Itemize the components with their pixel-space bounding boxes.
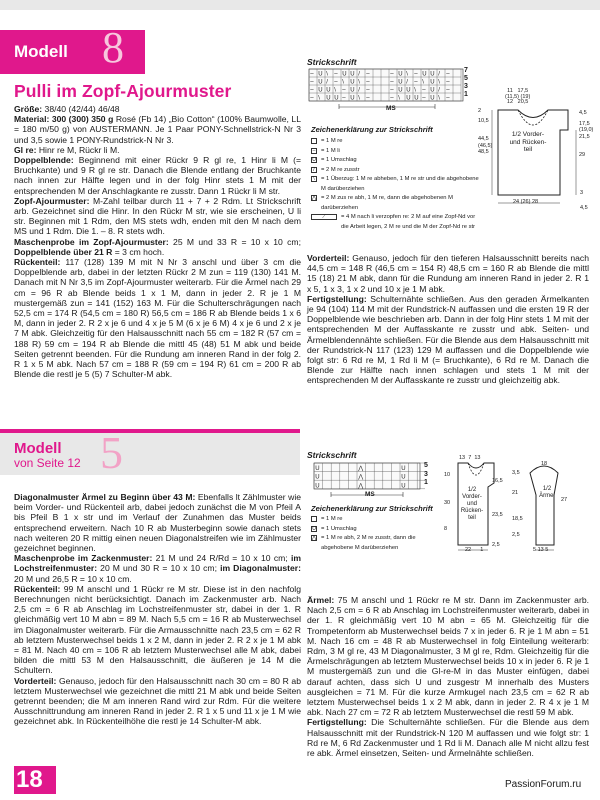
svg-text:–: –	[334, 79, 338, 86]
front-text: Genauso, jedoch für den tieferen Halsausschnitt bereits nach 44,5 cm = 148 R (46,5 cm = 154 R) 48,5 cm = 160 R ab Blende die mittl 15 (18) 21 M abk, dann für die Rundung am inneren Rand in jeder 2. R 1 x 5, 1 x 3, 1 x 2 und 10 x je 1 M abk.	[307, 253, 589, 294]
svg-text:\: \	[414, 87, 416, 94]
chart2-title: Strickschrift	[307, 450, 357, 460]
finishing2-label: Fertigstellung:	[307, 717, 367, 728]
svg-text:⋀: ⋀	[358, 466, 364, 473]
svg-text:U: U	[315, 466, 320, 473]
legend1-title: Zeichenerklärung zur Strickschrift	[311, 125, 433, 134]
svg-text:–: –	[446, 79, 450, 86]
model-number: 8	[102, 23, 124, 72]
zopf-label: Zopf-Ajourmuster:	[14, 195, 90, 206]
svg-text:⋀: ⋀	[358, 474, 364, 481]
schema1-left-values	[478, 108, 492, 156]
legend-text: = 1 M re	[321, 138, 343, 144]
finishing-text: Schulternähte schließen. Aus den geraden Ärmelkanten je 94 (104) 114 M mit der Rundstrick-N auffassen und die ersten 19 R der Doppelblende wie beschrieben arb. Dann in der folg Hinr stets 1 M mit der entsprechenden M der Auffasskante re zusstr und abk. Seiten- und Ärmelblendennähte schließen. Für die Blende aus dem Halsausschnitt mit der Rundstrick-N 117 (123) 129 M auffassen und die Doppelblende wie folgt str: 6 Rd re M, 1 Rd li M (= Bruchkante), 6 Rd re M. Danach die Blende zur Hälfte nach innen schlagen und stets 1 M mit der entsprechenden M der Auffasskante re zusstr und gleichzeitig abk.	[307, 293, 589, 386]
schema1-val: 44,5	[478, 136, 489, 142]
legend-symbol	[311, 138, 317, 144]
svg-text:–: –	[366, 87, 370, 94]
front-label: Vorderteil:	[307, 253, 350, 263]
svg-text:/: /	[406, 79, 408, 86]
legend-text: = 1 Umschlag	[321, 525, 357, 532]
model2-header-accent	[0, 429, 300, 433]
svg-text:\: \	[358, 79, 360, 86]
svg-text:–: –	[446, 95, 450, 102]
svg-text:U: U	[318, 87, 323, 94]
svg-text:–: –	[334, 71, 338, 78]
schema2-val: 13	[474, 455, 481, 461]
material-text: Rosé (Fb 14) „Bio Cotton“ (100% Baumwolle, LL = 180 m/50 g) von AUSTERMANN. Je 1 Paar PONY-Schnellstrick-N Nr 3 und 3,5 sowie 1 PONY-Rundstrick-N Nr 3.	[14, 114, 301, 145]
schema2-sleeve-left	[512, 470, 523, 538]
schema1-val: 11	[507, 88, 513, 94]
back-label: Rückenteil:	[14, 257, 61, 268]
svg-text:–: –	[390, 79, 394, 86]
svg-text:–: –	[310, 79, 314, 86]
svg-text:–: –	[446, 71, 450, 78]
schema1-val: 10,5	[478, 117, 489, 124]
chart1-row-1: 1	[464, 91, 468, 98]
legend-symbol	[311, 516, 317, 522]
svg-text:/: /	[358, 71, 360, 78]
legend1-item	[311, 156, 481, 166]
chart2-row-numbers	[424, 462, 428, 488]
chart2-ms: MS	[365, 491, 375, 498]
gauge-label: Maschenprobe im Zopf-Ajourmuster:	[14, 236, 169, 247]
legend-text: = 1 M re abh, 2 M re zusstr, dann die abgehobene M darüberziehen	[321, 535, 416, 551]
schema1-val: (46,5)	[478, 142, 493, 149]
schema2-val: 2,5	[492, 542, 500, 548]
schema2-val: 21	[512, 490, 519, 496]
legend1-item	[311, 137, 481, 147]
schema1-val: 17,5	[517, 88, 529, 94]
schema2-val: 2,5	[512, 532, 520, 538]
legend-symbol: /	[311, 167, 317, 173]
back2-text: 99 M anschl und 1 Rückr re M str. Diese ist in den nachfolg Berechnungen nicht berücksichtigt. Danach im Zackenmuster arb. Nach 2,5 cm = 6 R ab Anschlag im Lochstreifenmuster str, dabei in der 1. R gleichmäßig vert 10 M abn = 89 M. Nach 5,5 cm = 16 R ab Musterwechsel im Diagonalmuster weiterarb. Für die Armausschnitte nach 23,5 cm = 62 R ab letztem Musterwechsel beids 1 x 2 M, dann in jeder 2. R 2 x je 1 M abk = 81 M. Nach 40 cm = 106 R ab letztem Musterwechsel alle M abk, dabei bilden die mittl 53 M den Halsausschnitt, die äußeren je 14 M die Schultern.	[14, 583, 301, 676]
front2-text: Genauso, jedoch für den Halsausschnitt nach 30 cm = 80 R ab letztem Musterwechsel wie gezeichnet die mittl 21 M abk und beide Seiten getrennt beenden; die M am inneren Rand wird zur Rdm. Für die weitere Ausschnittrundung am inneren Rand in jeder 2. R 1 x 5 und 11 x je 1 M wie gezeichnet abk. In Rückenteilhöhe die restl je 14 Schulter-M abk.	[14, 675, 301, 727]
chart1-title: Strickschrift	[307, 57, 357, 67]
svg-text:–: –	[310, 95, 314, 102]
svg-text:U: U	[401, 474, 406, 481]
schema2-val: 30	[444, 500, 451, 506]
gauge2-text: 21 M und 24 R/Rd = 10 x 10 cm;	[152, 553, 288, 564]
svg-text:U: U	[430, 71, 435, 78]
svg-text:U: U	[350, 87, 355, 94]
size-label: Größe:	[14, 104, 43, 114]
schema1-val: (11,5)	[505, 93, 519, 100]
legend2-title: Zeichenerklärung zur Strickschrift	[311, 504, 433, 513]
legend-symbol: ⋀	[312, 535, 317, 541]
svg-text:–: –	[446, 87, 450, 94]
svg-text:/: /	[438, 87, 440, 94]
chart1-row-7: 7	[464, 67, 468, 74]
legend2-item	[311, 525, 446, 535]
schema2-sleeve-label: 1/2 Ärmel	[539, 486, 555, 499]
chart1-row-numbers	[464, 67, 468, 99]
page-number: 18	[16, 766, 43, 793]
svg-text:U: U	[315, 483, 320, 490]
gauge2-label: Maschenprobe im Zackenmuster:	[14, 553, 153, 564]
legend2	[311, 515, 446, 553]
svg-text:–: –	[366, 95, 370, 102]
schema1-val: 24	[513, 199, 520, 205]
back-text: 117 (128) 139 M mit N Nr 3 anschl und über 3 cm die Doppelblende arb, dabei in der letzten Rückr 2 M zun = 119 (130) 141 M. Danach mit N Nr 3,5 im Zopf-Ajourmuster weiterarb. Für die Ärmel nach 29 cm = 96 R ab Blende beids 1 x 1 M, dann in jeder 2. R je 1 M mustergemäß zun = 141 (152) 163 M. Für die Schulterschrägungen nach 52,5 cm = 174 R (54,5 cm = 180 R) 56,5 cm = 186 R ab Blende beids 1 x 6 M, dann in jeder 2. R 2 x je 6 und 4 x je 5 M (6 x je 6 M) 4 x je 6 und 2 x je 7 M abk. Gleichzeitig für den Halsausschnitt nach 55 cm = 182 R (57 cm = 188 R) 59 cm = 194 R ab Blende die mittl 45 (48) 51 M abk und beide Seiten getrennt beenden. Für die Rundung am inneren Rand in der folg 2. R 1 x 5 M abk. Nach 57 cm = 188 R (59 cm = 194 R) 61 cm = 200 R ab Blende die restl je 5 (5) 7 Schulter-M abk.	[14, 257, 301, 380]
schema1-right-values	[579, 110, 593, 159]
schema2-body-bottom	[465, 547, 483, 553]
legend-text: = 1 Überzug: 1 M re abheben, 1 M re str und die abgehobene M darüberziehen	[321, 176, 479, 192]
svg-text:U: U	[350, 71, 355, 78]
legend-symbol: U	[312, 157, 316, 163]
svg-text:–: –	[390, 71, 394, 78]
svg-text:\: \	[326, 71, 328, 78]
schema2-val: 10	[444, 472, 451, 478]
doppel-text: Beginnend mit einer Rückr 9 R gl re, 1 Hinr li M (= Bruchkante) und 9 R gl re str. Danach die Blende entlang der Bruchkante nach innen zur Hälfte legen und in der folg Hinr stets 1 M mit der entsprechenden M der Anschlagkante re zusstr. Dann 1 Rückr li M str.	[14, 155, 301, 196]
schema1-val: 12	[506, 99, 514, 105]
svg-text:\: \	[358, 95, 360, 102]
legend-text: = 2 M zus re abh, 1 M re, dann die abgehobenen M darüberziehen	[321, 195, 453, 211]
legend-symbol: \	[311, 176, 317, 182]
schema2-val: 13	[459, 455, 466, 461]
diag-text: Ebenfalls lt Zählmuster wie beim Vorder- und Rückenteil arb, dabei jedoch zunächst die M von Pfeil A bis Pfeil B 1 x str und im Verlauf der Zunahmen das Muster beids entsprechend erweitern. Nach 10 R ab Musterbeginn sowie danach stets nach weiteren 20 R mittig einen neuen Diagonalstreifen wie im Zählmuster gezeichnet beginnen.	[14, 492, 302, 554]
schema2-val: 3,5	[512, 470, 520, 476]
legend-text: = 1 M re	[321, 516, 343, 522]
schema1-val: 2	[478, 108, 482, 114]
model2-number: 5	[100, 427, 123, 478]
material-label: Material: 300 (300) 350 g	[14, 114, 114, 125]
model2-instructions-continued	[307, 595, 589, 758]
svg-text:U: U	[326, 95, 331, 102]
legend-text: = 2 M re zusstr	[321, 166, 360, 173]
svg-text:U: U	[398, 71, 403, 78]
schema2-val: 18,5	[512, 516, 523, 522]
gauge2-text-2: 20 M und 30 R = 10 x 10 cm;	[97, 563, 217, 574]
svg-text:\: \	[438, 79, 440, 86]
schema2-sleeve-bottom	[533, 547, 548, 553]
gauge2-label-2: im Lochstreifenmuster:	[14, 553, 301, 574]
legend1-item	[311, 175, 481, 194]
svg-text:–: –	[422, 95, 426, 102]
schema1-val: 17,5	[579, 120, 590, 127]
svg-text:/: /	[326, 79, 328, 86]
model2-label: Modell	[14, 440, 62, 457]
schema1-val: 28	[531, 199, 539, 205]
svg-text:–: –	[310, 71, 314, 78]
svg-text:\: \	[398, 95, 400, 102]
chart2-row-1: 1	[424, 479, 428, 486]
schema2-val: 22	[465, 547, 472, 553]
schema1-top-values	[505, 89, 530, 106]
legend-text: = 1 M li	[321, 147, 340, 154]
svg-text:–: –	[366, 71, 370, 78]
legend1-item	[311, 147, 481, 157]
doppel-label: Doppelblende:	[14, 155, 74, 166]
svg-text:U: U	[430, 95, 435, 102]
top-bar	[0, 0, 600, 10]
schema2-val: 23,5	[492, 512, 503, 518]
chart2-row-5: 5	[424, 462, 428, 469]
svg-text:U: U	[318, 79, 323, 86]
schema1-val: 4,5	[579, 110, 587, 116]
svg-text:U: U	[406, 95, 411, 102]
schema2-body-right	[492, 478, 503, 548]
model2-instructions	[14, 492, 301, 727]
legend-symbol: –	[312, 147, 316, 154]
schema1-val: 3	[580, 190, 584, 196]
svg-text:/: /	[358, 87, 360, 94]
schema1-val: 4,5	[580, 205, 588, 211]
schema2-val: 5	[533, 547, 537, 553]
svg-text:⋀: ⋀	[358, 483, 364, 490]
chart1-ms: MS	[386, 105, 396, 112]
svg-text:\: \	[438, 95, 440, 102]
back2-label: Rückenteil:	[14, 583, 61, 594]
svg-text:U: U	[406, 87, 411, 94]
svg-text:\: \	[422, 79, 424, 86]
gauge2-text-3: 20 M und 26,5 R = 10 x 10 cm.	[14, 573, 132, 584]
svg-text:\: \	[406, 71, 408, 78]
legend1-item	[311, 166, 481, 176]
diag-label: Diagonalmuster Ärmel zu Beginn über 43 M:	[14, 492, 196, 502]
finishing-label: Fertigstellung:	[307, 293, 367, 304]
legend-symbol: ⟋	[311, 214, 337, 220]
legend-text: = 4 M nach li verzopfen re: 2 M auf eine Zopf-Nd vor die Arbeit legen, 2 M re und die M der Zopf-Nd re str	[341, 214, 476, 230]
schema2-body-label: 1/2 Vorder- und Rücken- teil	[460, 487, 484, 521]
finishing2-text: Die Schulternähte schließen. Für die Blende aus dem Halsausschnitt mit der Rundstrick-N 120 M auffassen und wie folgt str: 1 Rd re M, 6 Rd Zackenmuster und 1 Rd li M. Danach alle M nicht allzu fest re abk. Ärmel einsetzen, Seiten- und Ärmelnähte schließen.	[307, 717, 589, 759]
sleeve-label: Ärmel:	[307, 595, 335, 605]
schema1-val: 21,5	[579, 133, 590, 140]
svg-text:U: U	[401, 483, 406, 490]
model-label: Modell	[14, 42, 68, 61]
svg-text:U: U	[326, 87, 331, 94]
schema1-val: (19,0)	[579, 127, 594, 133]
model1-instructions	[14, 104, 301, 379]
schema1-val: (26)	[520, 199, 531, 205]
schema2-val: 5	[545, 547, 549, 553]
svg-text:\: \	[342, 79, 344, 86]
legend-text: = 1 Umschlag	[321, 157, 357, 163]
size-value: 38/40 (42/44) 46/48	[42, 104, 120, 114]
schema2-body-top	[459, 455, 480, 461]
svg-text:U: U	[401, 466, 406, 473]
schema2-val: 16,5	[492, 478, 503, 484]
legend-symbol: U	[312, 525, 316, 532]
legend1	[311, 137, 481, 232]
zopf-text: M-Zahl teilbar durch 11 + 7 + 2 Rdm. Lt Strickschrift arb. Gezeichnet sind die Hinr. In den Rückr M str, wie sie erscheinen, U li str. Beginnen mit 1 Rdm, den MS stets wdh, enden mit den M nach dem MS und 1 Rdm. Die 1. – 8. R stets wdh.	[14, 195, 301, 237]
svg-text:U: U	[398, 79, 403, 86]
front2-label: Vorderteil:	[14, 675, 57, 686]
gauge-label-2: Doppelblende über 21 R	[14, 246, 113, 257]
legend2-item	[311, 515, 446, 525]
svg-text:–: –	[342, 87, 346, 94]
gl-label: Gl re:	[14, 144, 37, 155]
svg-text:U: U	[318, 71, 323, 78]
svg-text:–: –	[414, 71, 418, 78]
schema2-val: 27	[561, 497, 568, 503]
svg-text:–: –	[390, 95, 394, 102]
svg-text:U: U	[430, 87, 435, 94]
svg-text:U: U	[334, 95, 339, 102]
svg-text:U: U	[398, 87, 403, 94]
schema2-sleeve-top: 18	[541, 461, 548, 467]
svg-text:–: –	[414, 79, 418, 86]
svg-text:\: \	[318, 95, 320, 102]
model1-instructions-continued	[307, 253, 589, 386]
svg-text:U: U	[350, 79, 355, 86]
model2-subtitle: von Seite 12	[14, 456, 81, 470]
svg-text:–: –	[310, 87, 314, 94]
gauge2-label-3: im Diagonalmuster:	[220, 563, 301, 574]
svg-text:/: /	[438, 71, 440, 78]
svg-text:U: U	[342, 71, 347, 78]
chart2-row-3: 3	[424, 470, 428, 478]
schema2-val: 7	[468, 455, 472, 461]
schema1-val: (19)	[520, 93, 531, 100]
svg-text:U: U	[422, 71, 427, 78]
svg-text:U: U	[350, 95, 355, 102]
svg-text:U: U	[414, 95, 419, 102]
svg-text:\: \	[334, 87, 336, 94]
svg-text:–: –	[342, 95, 346, 102]
schema2-val: 1	[480, 547, 484, 553]
chart1-row-5: 5	[464, 75, 468, 82]
schema2-body-left	[444, 472, 450, 532]
chart1-row-3: 3	[464, 83, 468, 90]
sleeve-text: 75 M anschl und 1 Rückr re M str. Dann im Zackenmuster arb. Nach 2,5 cm = 6 R ab Anschlag im Lochstreifenmuster weiterarb, dabei in der 1. R gleichmäßig vert 10 M abn = 65 M. Gleichzeitig für die Trompetenform ab Musterwechsel beids 7 x in jeder 6. R je 1 M abn = 51 M. Nach 16 cm = 48 R ab Musterwechsel in folg Einteilung weiterarb: Rdm, 3 M gl re, 43 M Diagonalmuster, 3 M gl re, Rdm. Gleichzeitig für die Ärmelschrägungen ab letztem Musterwechsel beids 10 x in jeder 6. R je 1 M mustergemäß zun und die Gl-re-M in das Muster einfügen, dabei darauf achten, dass sich U und zusgestr M innerhalb des Musters ausgleichen = 71 M. Für die kurze Armkugel nach 23,5 cm = 62 R ab letztem Musterwechsel beids 1 x 2 M abk, dann in jeder 2. R 4 x je 1 M abk. Nach 27 cm = 72 R ab letztem Musterwechsel die restl 59 M abk.	[307, 595, 589, 718]
schema1-bottom-values	[513, 199, 538, 205]
model-title: Pulli im Zopf-Ajourmuster	[14, 81, 232, 101]
svg-text:U: U	[315, 474, 320, 481]
schema1-val: 48,5	[478, 149, 489, 155]
legend2-item	[311, 534, 446, 553]
schema2-val: 8	[444, 526, 448, 532]
svg-text:–: –	[366, 79, 370, 86]
schema2-val: 13	[537, 547, 544, 553]
schema1-val: 20,5	[517, 99, 529, 105]
legend1-item	[311, 194, 481, 213]
gl-text: Hinr re M, Rückr li M.	[36, 144, 120, 155]
schema1-piece-label: 1/2 Vorder- und Rücken- teil	[509, 131, 547, 153]
svg-text:U: U	[430, 79, 435, 86]
svg-text:–: –	[422, 87, 426, 94]
gauge-text: 25 M und 33 R = 10 x 10 cm;	[168, 236, 301, 247]
svg-text:–: –	[390, 87, 394, 94]
schema1-val: 29	[579, 152, 586, 158]
legend1-item	[311, 213, 481, 232]
legend-symbol: ⋀	[312, 195, 317, 201]
gauge-text-2: = 3 cm hoch.	[112, 246, 165, 257]
watermark-text: PassionForum.ru	[505, 779, 582, 790]
